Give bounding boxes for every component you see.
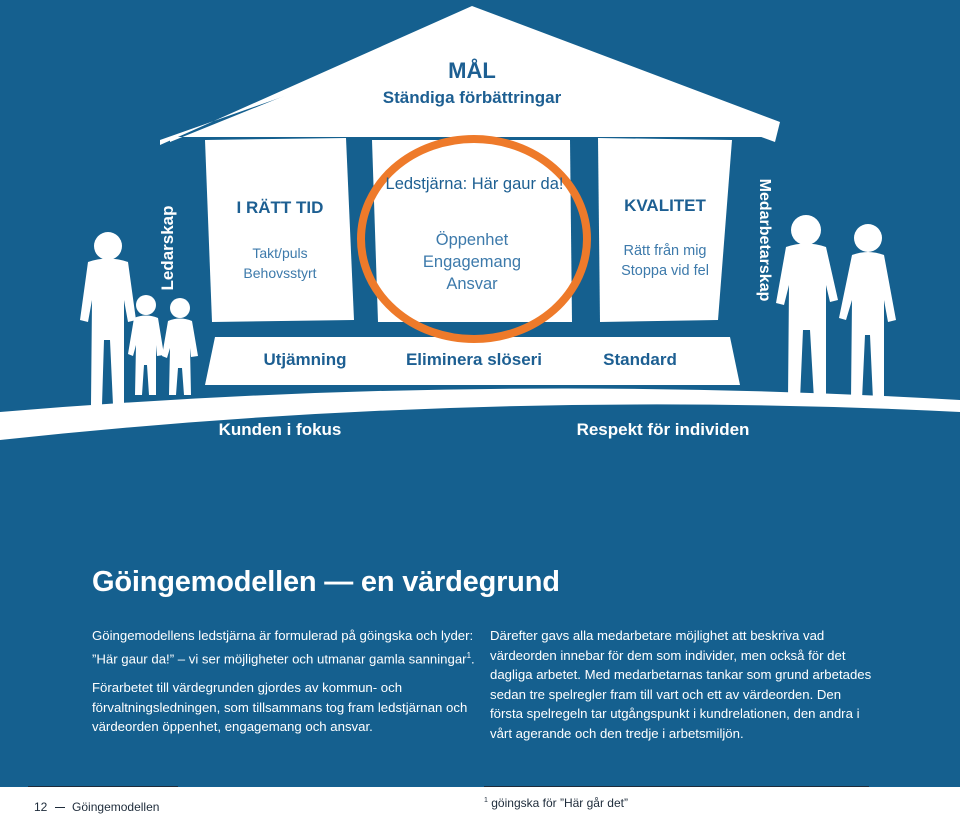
base-label-utjamning: Utjämning <box>263 350 347 369</box>
footer-rule-right <box>484 786 869 787</box>
foundation-right: Respekt för individen <box>576 420 750 439</box>
article-column-1 <box>92 626 480 737</box>
value-word: Ansvar <box>446 275 498 293</box>
foundation-left: Kunden i fokus <box>218 420 342 439</box>
goal-title: MÅL <box>448 58 496 83</box>
column-1-paragraph-2: Förarbetet till värdegrunden gjordes av kommun- och förvaltningsledningen, som tillsammans tog fram ledstjärnan och värdeorden öppenhet, engagemang och ansvar. <box>92 680 468 735</box>
side-label-leadership: Ledarskap <box>158 205 177 291</box>
pillar-right-title: KVALITET <box>624 196 706 215</box>
value-word: Öppenhet <box>435 231 509 249</box>
value-word: Engagemang <box>422 253 522 271</box>
footer-section-title: Göingemodellen <box>72 800 160 814</box>
column-1-paragraph-1 <box>92 626 480 668</box>
pillar-left-body <box>205 243 355 283</box>
footnote-number: 1 <box>484 797 488 804</box>
base-label-standard: Standard <box>603 350 677 369</box>
page-number: 12 <box>34 800 48 814</box>
footer-footnote <box>484 796 628 810</box>
paragraph-end: . <box>471 650 475 666</box>
footer-dash <box>55 807 65 808</box>
pillar-right-body <box>590 241 740 281</box>
pillar-right <box>598 138 732 322</box>
column-2-paragraph-1: Därefter gavs alla medarbetare möjlighet att beskriva vad värdeorden innebar för dem som individer, men också för det dagliga arbetet. Med medarbetarnas tankar som grund arbetades sedan tre spelregler fram till vart och ett av värdeorden. Den första spelregeln tar utgångspunkt i kundrelationen, den andra i vårt agerande och den tredje i arbetsmiljön. <box>490 628 872 741</box>
footer-page-info <box>34 800 159 814</box>
base-label-eliminera: Eliminera slöseri <box>405 350 543 369</box>
paragraph-text: Göingemodellens ledstjärna är formulerad på göingska och lyder: ”Här gaur da!” – vi ser möjligheter och utmanar gamla sanningar <box>92 628 474 666</box>
footer-rule-left <box>28 786 178 787</box>
pillar-left-title: I RÄTT TID <box>236 198 324 217</box>
footnote-text: göingska för ”Här går det” <box>491 796 628 810</box>
article-column-2 <box>490 626 875 743</box>
family-silhouette-left <box>80 232 198 405</box>
side-label-employeeship: Medarbetarskap <box>756 178 773 302</box>
pillar-left-line: Behovsstyrt <box>243 265 317 281</box>
couple-silhouette-right <box>776 215 896 400</box>
pillar-center-body <box>372 229 572 295</box>
pillar-center-title: Ledstjärna: Här gaur da! <box>385 175 564 193</box>
pillar-right-line: Rätt från mig <box>623 243 707 259</box>
goal-subtitle: Ständiga förbättringar <box>382 88 562 107</box>
article-heading: Göingemodellen — en värdegrund <box>92 566 560 598</box>
footnote-reference: 1 <box>466 650 472 660</box>
pillar-right-line: Stoppa vid fel <box>621 263 709 279</box>
pillar-left-line: Takt/puls <box>252 245 308 261</box>
pillar-left <box>205 138 354 322</box>
